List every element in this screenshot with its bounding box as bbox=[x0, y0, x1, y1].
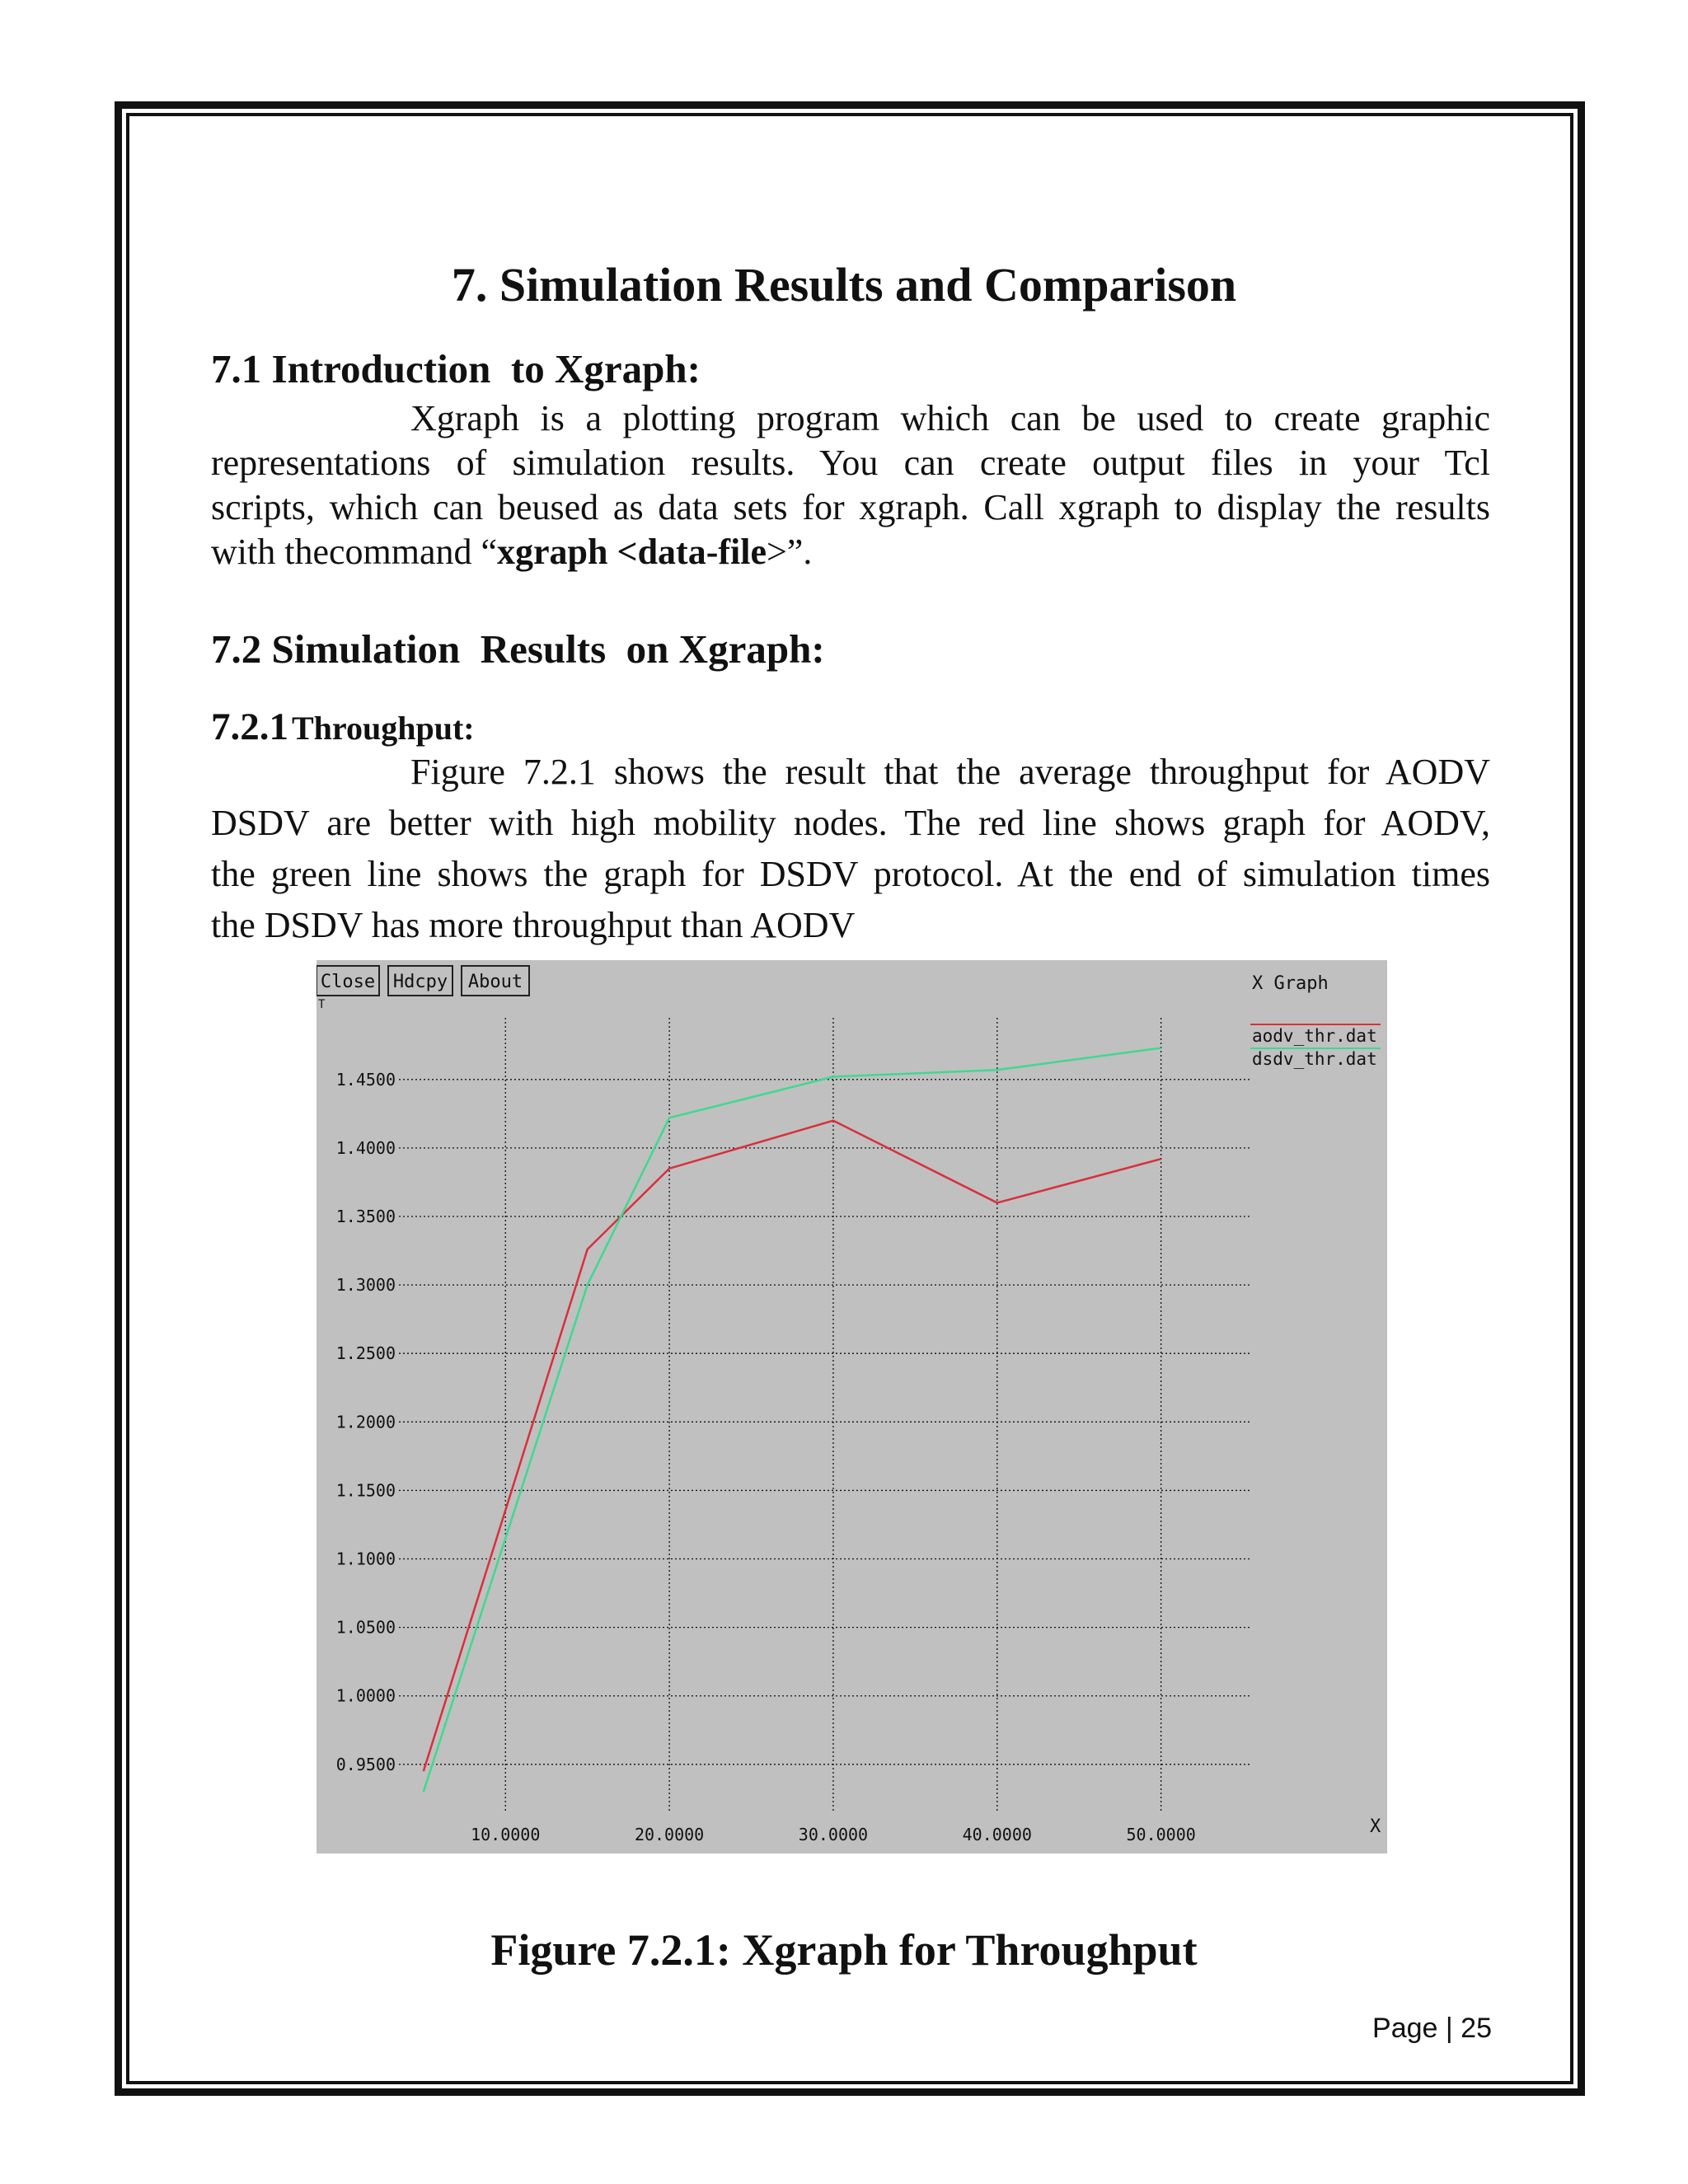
x-axis-marker: X bbox=[1370, 1816, 1381, 1837]
xgraph-window-title: X Graph bbox=[1252, 973, 1329, 994]
y-tick-label: 1.0500 bbox=[335, 1617, 396, 1638]
section-heading-results: 7.2 Simulation Results on Xgraph: bbox=[211, 626, 825, 672]
throughput-line-3: the green line shows the graph for DSDV protocol. At the end of simulation times bbox=[211, 854, 1490, 894]
about-button-label: About bbox=[467, 972, 523, 992]
intro-line-4-pre: with thecommand “ bbox=[211, 532, 498, 572]
intro-command-lt: < bbox=[607, 532, 638, 572]
y-tick-label: 1.2000 bbox=[335, 1412, 396, 1432]
intro-line-4 bbox=[211, 531, 1490, 575]
xgraph-background bbox=[316, 960, 1387, 1854]
intro-line-3: scripts, which can beused as data sets for xgraph. Call xgraph to display the results bbox=[211, 487, 1490, 527]
y-tick-label: 1.1500 bbox=[335, 1480, 396, 1501]
y-tick-label: 1.3000 bbox=[335, 1275, 396, 1296]
y-tick-label: 1.0000 bbox=[335, 1685, 396, 1706]
x-tick-label: 10.0000 bbox=[471, 1825, 541, 1844]
throughput-paragraph bbox=[211, 751, 1490, 955]
throughput-line-4: the DSDV has more throughput than AODV bbox=[211, 905, 856, 945]
xgraph-chart bbox=[316, 960, 1387, 1854]
about-button[interactable] bbox=[462, 966, 529, 996]
legend-label-dsdv: dsdv_thr.dat bbox=[1252, 1049, 1377, 1069]
y-tick-label: 1.2500 bbox=[335, 1343, 396, 1364]
throughput-line-2: DSDV are better with high mobility nodes. The red line shows graph for AODV, bbox=[211, 803, 1490, 843]
figure-caption: Figure 7.2.1: Xgraph for Throughput bbox=[490, 1925, 1198, 1975]
page-number: Page | 25 bbox=[1372, 2013, 1492, 2044]
x-tick-label: 20.0000 bbox=[634, 1825, 705, 1844]
intro-paragraph bbox=[211, 397, 1490, 575]
section-heading-intro: 7.1 Introduction to Xgraph: bbox=[211, 346, 701, 391]
subsection-title: Throughput: bbox=[292, 710, 475, 747]
y-tick-label: 0.9500 bbox=[335, 1754, 396, 1774]
intro-command-datafile: data-file bbox=[637, 532, 767, 572]
intro-line-4-post: >”. bbox=[766, 532, 813, 572]
throughput-line-1: Figure 7.2.1 shows the result that the average throughput for AODV bbox=[410, 752, 1490, 792]
hdcpy-button-label: Hdcpy bbox=[392, 972, 448, 992]
y-tick-label: 1.4000 bbox=[335, 1137, 396, 1158]
x-tick-label: 50.0000 bbox=[1126, 1825, 1196, 1844]
x-tick-label: 40.0000 bbox=[962, 1825, 1032, 1844]
y-tick-label: 1.3500 bbox=[335, 1207, 396, 1226]
close-button[interactable] bbox=[316, 966, 379, 996]
subsection-number: 7.2.1 bbox=[211, 705, 288, 748]
y-tick-label: 1.1000 bbox=[335, 1549, 396, 1569]
intro-command-xgraph: xgraph bbox=[497, 532, 608, 572]
intro-line-2: representations of simulation results. You can create output files in your Tcl bbox=[211, 443, 1490, 483]
y-axis-marker: T bbox=[318, 998, 326, 1011]
close-button-label: Close bbox=[320, 972, 376, 992]
x-tick-label: 30.0000 bbox=[798, 1825, 869, 1844]
intro-line-1: Xgraph is a plotting program which can be used to create graphic bbox=[410, 398, 1490, 438]
hdcpy-button[interactable] bbox=[388, 966, 452, 996]
page-title: 7. Simulation Results and Comparison bbox=[451, 258, 1237, 312]
y-tick-label: 1.4500 bbox=[335, 1069, 396, 1090]
xgraph-window bbox=[316, 960, 1387, 1854]
legend-label-aodv: aodv_thr.dat bbox=[1252, 1026, 1377, 1046]
